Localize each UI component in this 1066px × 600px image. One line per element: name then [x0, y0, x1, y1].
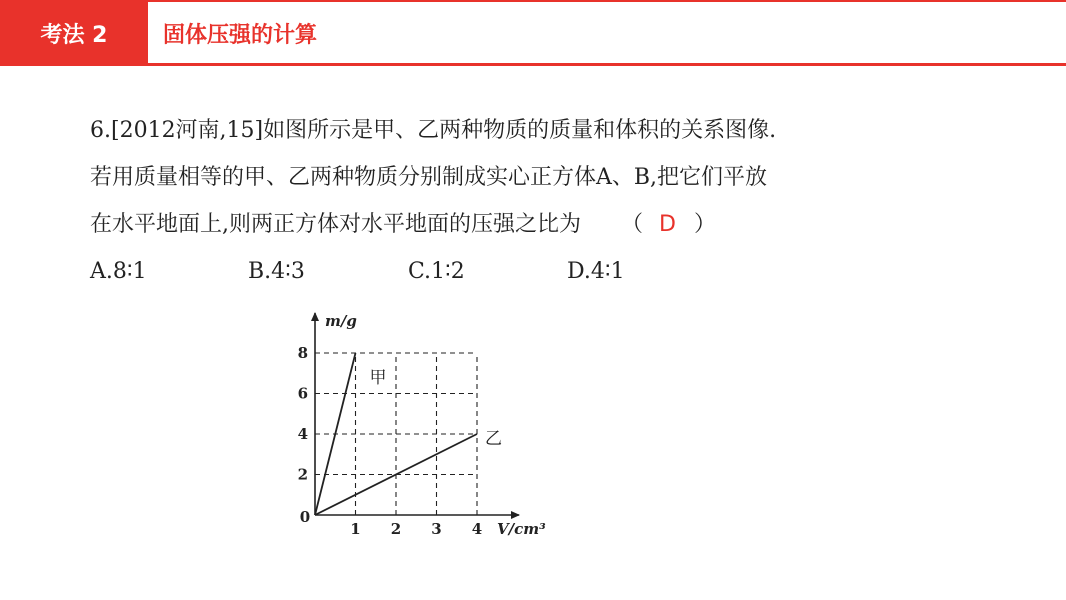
x-tick-label-1: 1 [350, 520, 361, 538]
answer-bracket-close: ） [693, 212, 716, 237]
series-label-2: 乙 [485, 429, 502, 449]
x-tick-label-2: 2 [390, 520, 402, 538]
answer-bracket-open: （ [621, 212, 644, 237]
question-line-3-text: 在水平地面上,则两正方体对水平地面的压强之比为 [90, 212, 581, 237]
x-tick-label-4: 4 [471, 520, 483, 538]
grid-layer [315, 353, 477, 515]
mass-volume-graph [285, 303, 565, 543]
option-a: A.8∶1 [90, 259, 147, 284]
series-label-1: 甲 [369, 368, 387, 388]
section-title: 固体压强的计算 [163, 22, 318, 48]
question-line-2: 若用质量相等的甲、乙两种物质分别制成实心正方体A、B,把它们平放 [90, 165, 768, 190]
question-line-3 [90, 201, 990, 248]
series-line-1 [315, 353, 356, 515]
x-tick-label-3: 3 [431, 520, 442, 538]
y-tick-label-4: 4 [297, 425, 308, 443]
header-bar [0, 0, 1066, 66]
y-tick-label-8: 8 [297, 344, 308, 362]
section-tag: 考法 2 [0, 0, 148, 66]
option-c: C.1∶2 [408, 259, 465, 284]
header-rule-bottom [148, 63, 1066, 66]
question-line-1: 6.[2012河南,15]如图所示是甲、乙两种物质的质量和体积的关系图像. [90, 118, 777, 143]
y-axis-label: m/g [325, 312, 357, 330]
x-axis-label: V/cm³ [497, 520, 546, 538]
question-text [90, 107, 990, 248]
origin-label: 0 [299, 508, 311, 526]
y-tick-label-6: 6 [297, 384, 308, 403]
answer-letter: D [659, 212, 676, 237]
option-d: D.4∶1 [567, 259, 625, 284]
y-tick-label-2: 2 [297, 465, 308, 484]
option-b: B.4∶3 [248, 259, 305, 284]
